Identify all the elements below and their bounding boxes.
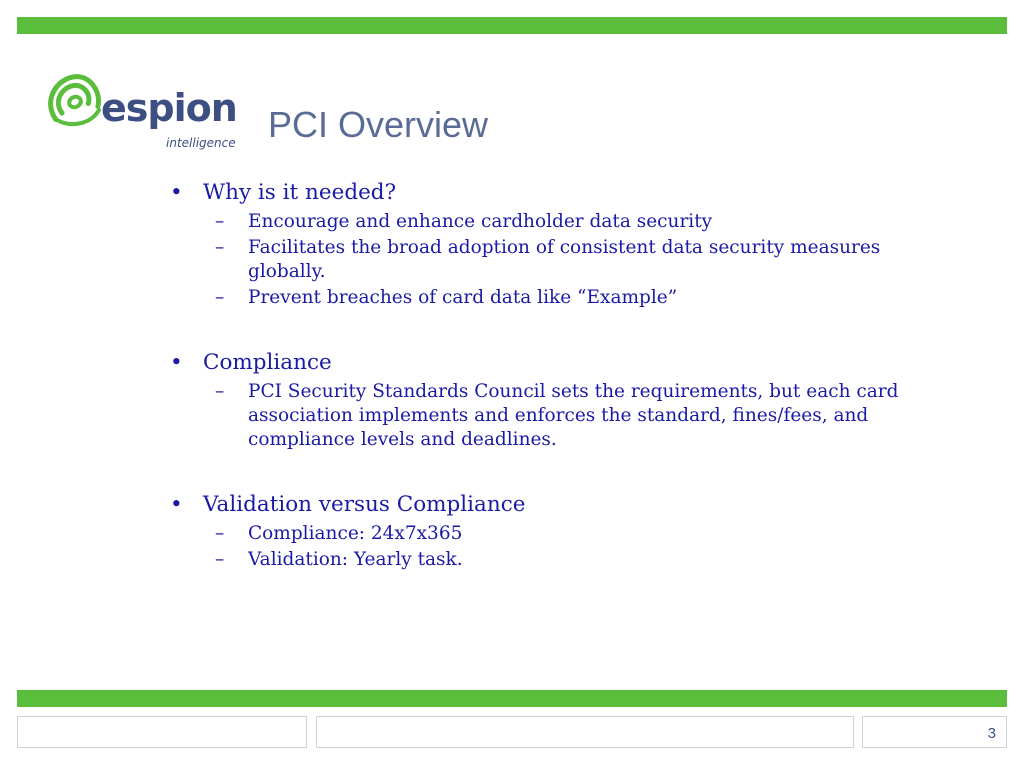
dash-icon: –	[215, 523, 225, 544]
spiral-logo-icon	[45, 72, 105, 132]
logo-wordmark: espion	[101, 86, 237, 130]
dash-icon: –	[215, 381, 225, 402]
section-why-needed	[170, 178, 960, 310]
slide-title: PCI Overview	[268, 104, 489, 145]
bullet-item	[170, 490, 960, 520]
section-compliance	[170, 348, 960, 452]
espion-logo	[45, 72, 245, 156]
dash-icon: –	[215, 237, 225, 258]
bullet-dot-icon: •	[170, 350, 183, 375]
sub-bullet-item	[170, 380, 960, 452]
sub-bullet-item	[170, 210, 960, 234]
dash-icon: –	[215, 549, 225, 570]
bullet-dot-icon: •	[170, 492, 183, 517]
bullet-dot-icon: •	[170, 180, 183, 205]
bullet-heading: Validation versus Compliance	[203, 492, 526, 517]
sub-bullet-text: Facilitates the broad adoption of consistent data security measures globally.	[248, 237, 881, 282]
section-validation	[170, 490, 960, 572]
slide-content	[170, 178, 960, 610]
bottom-accent-bar	[17, 690, 1007, 707]
page-number: 3	[987, 725, 996, 742]
footer-box-center	[316, 716, 854, 748]
bullet-heading: Why is it needed?	[203, 180, 397, 205]
sub-bullet-item	[170, 522, 960, 546]
sub-bullet-item	[170, 236, 960, 284]
sub-bullet-item	[170, 286, 960, 310]
bullet-item	[170, 178, 960, 208]
top-accent-bar	[17, 17, 1007, 34]
sub-bullet-text: Encourage and enhance cardholder data security	[248, 211, 713, 232]
footer-box-left	[17, 716, 307, 748]
bullet-heading: Compliance	[203, 350, 332, 375]
dash-icon: –	[215, 211, 225, 232]
logo-tagline: intelligence	[166, 136, 236, 150]
sub-bullet-item	[170, 548, 960, 572]
sub-bullet-text: Prevent breaches of card data like “Example”	[248, 287, 678, 308]
dash-icon: –	[215, 287, 225, 308]
sub-bullet-text: PCI Security Standards Council sets the requirements, but each card association implements and enforces the standard, fines/fees, and compliance levels and deadlines.	[248, 381, 899, 450]
bullet-item	[170, 348, 960, 378]
sub-bullet-text: Compliance: 24x7x365	[248, 523, 463, 544]
footer-box-right	[862, 716, 1007, 748]
sub-bullet-text: Validation: Yearly task.	[248, 549, 463, 570]
